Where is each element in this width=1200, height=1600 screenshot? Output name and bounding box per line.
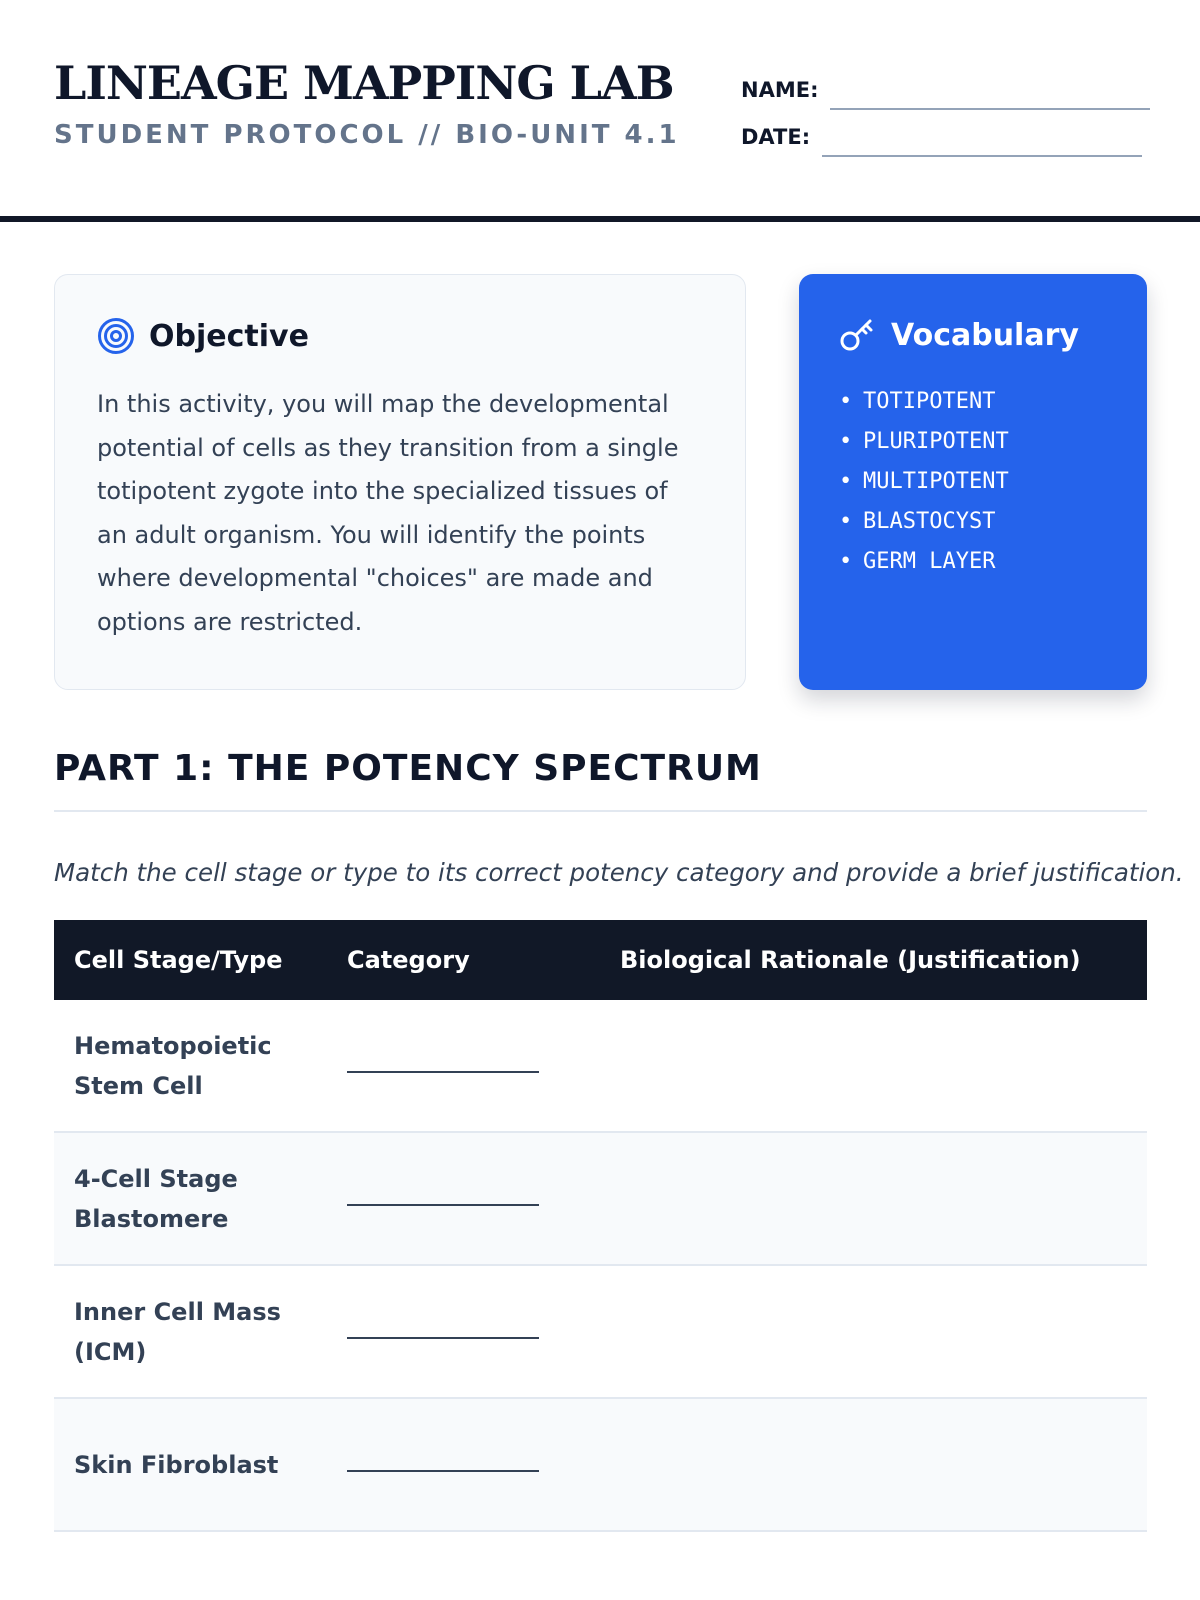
target-icon: [97, 317, 135, 355]
category-blank[interactable]: [347, 1337, 539, 1339]
name-input-line[interactable]: [830, 108, 1150, 110]
category-blank[interactable]: [347, 1204, 539, 1206]
objective-heading: Objective: [149, 318, 309, 354]
vocabulary-term: • GERM LAYER: [839, 549, 996, 574]
cell-stage-name: 4-Cell Stage Blastomere: [74, 1164, 238, 1233]
category-cell[interactable]: [327, 1325, 600, 1339]
vocabulary-term: • TOTIPOTENT: [839, 389, 996, 414]
section-instructions: Match the cell stage or type to its correct potency category and provide a brief justification.: [54, 858, 1184, 887]
table-row: [54, 1000, 1147, 1133]
potency-table: [54, 920, 1147, 1532]
column-header: Category: [347, 946, 470, 974]
vocabulary-term: • PLURIPOTENT: [839, 429, 1009, 454]
column-header: Biological Rationale (Justification): [620, 946, 1081, 974]
vocabulary-term: • MULTIPOTENT: [839, 469, 1009, 494]
objective-box: [54, 274, 746, 690]
table-row: [54, 1399, 1147, 1532]
vocabulary-box: [799, 274, 1147, 690]
date-label: DATE:: [741, 125, 811, 149]
vocabulary-header: [839, 316, 1107, 354]
cell-stage-name: Skin Fibroblast: [74, 1450, 279, 1479]
table-row: [54, 1266, 1147, 1399]
name-label: NAME:: [741, 78, 819, 102]
page-subtitle: STUDENT PROTOCOL // BIO-UNIT 4.1: [54, 120, 680, 150]
vocabulary-heading: Vocabulary: [891, 317, 1079, 353]
objective-header: [97, 317, 703, 355]
category-blank[interactable]: [347, 1071, 539, 1073]
section-divider: [54, 810, 1147, 812]
column-header: Cell Stage/Type: [74, 946, 283, 974]
category-blank[interactable]: [347, 1470, 539, 1472]
category-cell[interactable]: [327, 1192, 600, 1206]
category-cell[interactable]: [327, 1059, 600, 1073]
page-header: [0, 0, 1200, 222]
date-input-line[interactable]: [822, 155, 1142, 157]
cell-stage-name: Hematopoietic Stem Cell: [74, 1031, 272, 1100]
section-title: PART 1: THE POTENCY SPECTRUM: [54, 748, 762, 789]
page-title: LINEAGE MAPPING LAB: [54, 56, 674, 110]
table-row: [54, 1133, 1147, 1266]
table-header: [54, 920, 1147, 1000]
vocabulary-list: [839, 382, 1107, 582]
name-field[interactable]: [741, 78, 1150, 102]
cell-stage-name: Inner Cell Mass (ICM): [74, 1297, 281, 1366]
date-field[interactable]: [741, 125, 1142, 149]
key-icon: [839, 316, 877, 354]
objective-text: In this activity, you will map the developmental potential of cells as they transition from a single totipotent zygote into the specialized tissues of an adult organism. You will identify the points where developmental "choices" are made and options are restricted.: [97, 390, 679, 636]
vocabulary-term: • BLASTOCYST: [839, 509, 996, 534]
category-cell[interactable]: [327, 1458, 600, 1472]
